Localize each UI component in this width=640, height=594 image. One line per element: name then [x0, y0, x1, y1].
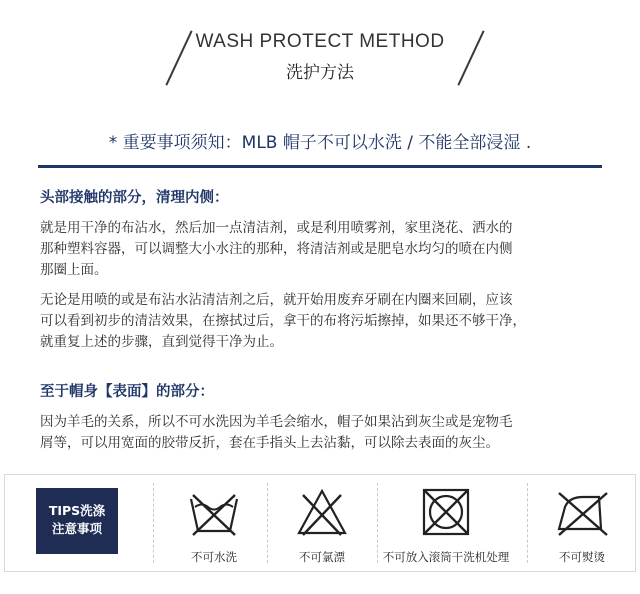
- section1-heading: 头部接触的部分，清理内侧：: [40, 190, 229, 206]
- no-bleach-icon: [295, 487, 349, 537]
- section1-paragraph2: [40, 290, 612, 353]
- tips-badge: [36, 488, 118, 554]
- text-line: 无论是用喷的或是布沾水沾清洁剂之后，就开始用废弃牙刷在内圈来回刷，应该: [40, 292, 513, 308]
- care-tips-panel: [4, 474, 636, 572]
- care-label: 不可水洗: [191, 550, 237, 564]
- section1-paragraph1: [40, 218, 612, 281]
- care-item-no-iron: [535, 483, 629, 563]
- text-line: 就重复上述的步骤，直到觉得干净为止。: [40, 334, 283, 350]
- section2-paragraph: [40, 412, 612, 454]
- important-notice: * 重要事项须知：MLB 帽子不可以水洗 / 不能全部浸湿 .: [108, 133, 532, 153]
- text-line: 因为羊毛的关系，所以不可水洗因为羊毛会缩水，帽子如果沾到灰尘或是宠物毛: [40, 414, 513, 430]
- text-line: 可以看到初步的清洁效果，在擦拭过后，拿干的布将污垢擦掉，如果还不够干净，: [40, 313, 526, 329]
- care-label: 不可放入滚筒干洗机处理: [382, 550, 510, 564]
- text-line: 那圈上面。: [40, 262, 108, 278]
- no-wash-icon: [187, 487, 241, 537]
- care-item-no-tumble-dry: [377, 483, 515, 563]
- tips-badge-line1: TIPS洗涤: [48, 503, 106, 518]
- care-label: 不可氯漂: [299, 550, 345, 564]
- care-label: 不可熨烫: [559, 550, 605, 564]
- chinese-title: 洗护方法: [286, 63, 354, 83]
- care-item-no-bleach: [275, 483, 369, 563]
- care-item-no-wash: [169, 483, 259, 563]
- text-line: 就是用干净的布沾水，然后加一点清洁剂，或是利用喷雾剂，家里浇花、洒水的: [40, 220, 513, 236]
- no-tumble-dry-icon: [421, 487, 471, 537]
- notice-divider: [38, 165, 602, 168]
- tips-badge-line2: 注意事项: [51, 521, 102, 536]
- divider: [527, 483, 528, 563]
- header: [0, 0, 640, 100]
- divider: [153, 483, 154, 563]
- text-line: 屑等，可以用宽面的胶带反折，套在手指头上去沾黏，可以除去表面的灰尘。: [40, 435, 499, 451]
- text-line: 那种塑料容器，可以调整大小水注的那种，将清洁剂或是肥皂水均匀的喷在内侧: [40, 241, 513, 257]
- english-title: WASH PROTECT METHOD: [195, 31, 445, 52]
- section2-heading: 至于帽身【表面】的部分：: [40, 384, 214, 400]
- no-iron-icon: [555, 487, 611, 537]
- divider: [267, 483, 268, 563]
